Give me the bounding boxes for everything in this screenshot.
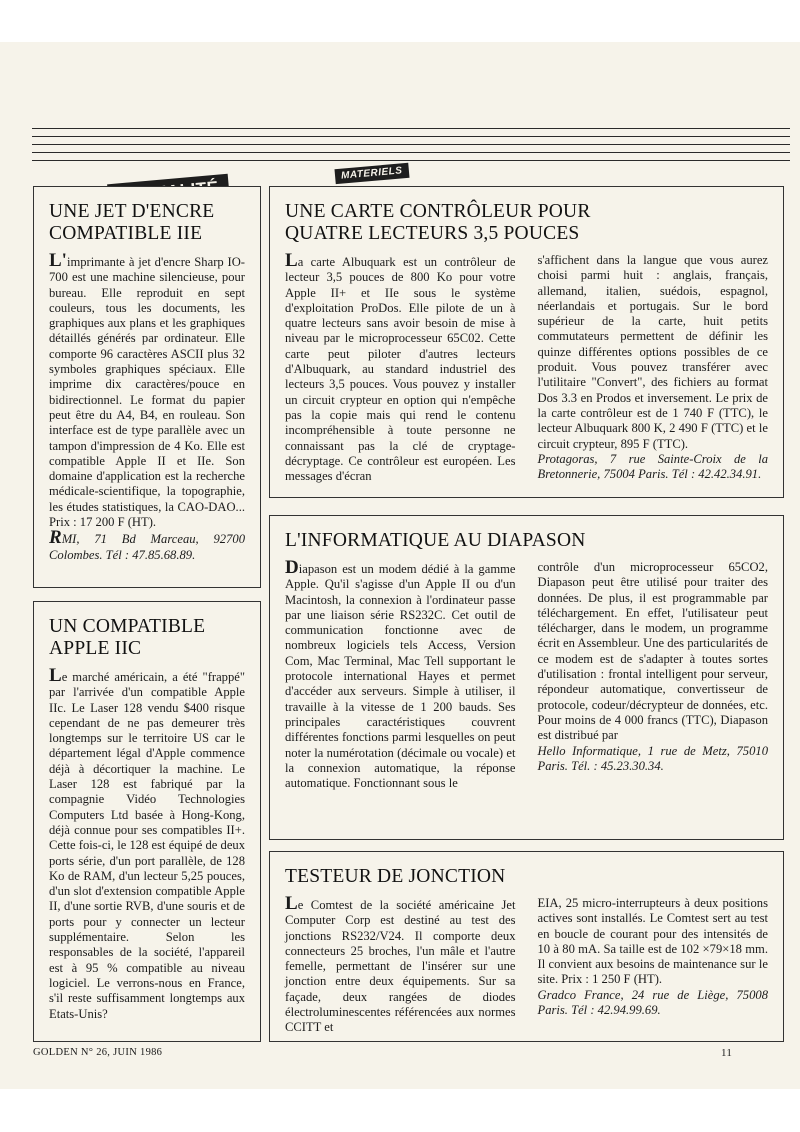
article-title: UNE JET D'ENCRE COMPATIBLE IIE	[49, 201, 215, 244]
article-jet-encre	[33, 186, 261, 588]
article-carte-controleur	[269, 186, 784, 498]
article-body-col1: Le Comtest de la société américaine Jet Computer Corp est destiné au test des jonctions RS232/V24. Il comporte deux connecteurs 25 broches, l'un mâle et l'autre femelle, permettant de l'insérer sur une jonction entre deux équipements. Sur sa façade, deux rangées de diodes électroluminescentes référencées aux normes CCITT et	[285, 893, 516, 1035]
article-body-col2: contrôle d'un microprocesseur 65CO2, Diapason peut être utilisé pour traiter des données. De plus, il est programmable par téléchargement. En effet, l'utilisateur peut télécharger, dans le modem, un programme écrit en Assembleur. Une des particularités de ce modem est de s'adapter à toutes sortes d'utilisation : frontal intelligent pour serveur, répondeur automatique, convertisseur de protocole, codeur/décrypteur de données, etc. Pour moins de 4 000 francs (TTC), Diapason est distribué par	[537, 560, 768, 743]
article-title: TESTEUR DE JONCTION	[285, 866, 506, 887]
header-rules	[32, 128, 790, 168]
article-contact: Protagoras, 7 rue Sainte-Croix de la Bretonnerie, 75004 Paris. Tél : 42.42.34.91.	[537, 451, 768, 482]
footer-issue: GOLDEN N° 26, JUIN 1986	[33, 1047, 163, 1058]
article-body-col2: EIA, 25 micro-interrupteurs à deux positions actives sont installés. Le Comtest sert au test en boucle de courant pour des intensités de 10 à 80 mA. Sa taille est de 102 ×79×18 mm. Il convient aux besoins de maintenance sur le site. Prix : 1 250 F (HT).	[537, 896, 768, 987]
article-contact: Hello Informatique, 1 rue de Metz, 75010 Paris. Tél. : 45.23.30.34.	[537, 743, 768, 773]
article-body: Le marché américain, a été "frappé" par l'arrivée d'un compatible Apple IIc. Le Laser 128 vendu $400 risque cependant de ne pas demeurer très longtemps sur le territoire US car le département légal d'Apple commence déjà à décortiquer la machine. Le Laser 128 est fabriqué par la compagnie Vidéo Technologies Computers Ltd basée à Hong-Kong, déjà connue pour ses compatibles II+. Cette fois-ci, le 128 est équipé de deux ports série, d'un port parallèle, de 128 Ko de RAM, d'un lecteur 5,25 pouces, d'un slot d'extension compatible Apple II, d'une sortie RVB, d'une souris et de ports pour y connecter un lecteur supplémentaire. Selon les responsables de la société, l'appareil est à 95 % compatible au niveau logiciel. Le verrons-nous en France, s'il reste suffisamment longtemps aux Etats-Unis?	[49, 665, 245, 1021]
article-body-col1: Diapason est un modem dédié à la gamme Apple. Qu'il s'agisse d'un Apple II ou d'un Macintosh, la connexion à l'ordinateur passe par une liaison série RS232C. Cet outil de communication fonctionne avec de nombreux logiciels tels Access, Version Com, Mac Terminal, Mac Tell supportant le protocole international Hayes et permet d'accéder aux serveurs. Simple à utiliser, il travaille à la vitesse de 1 200 bauds. Ses principales caractéristiques couvrent différentes fonctions parmi lesquelles on peut noter la numérotation (décimale ou vocale) et la connexion automatique, la réponse automatique. Fonctionnant sous le	[285, 557, 516, 791]
article-title: UN COMPATIBLE APPLE IIC	[49, 616, 206, 659]
article-compatible-iic	[33, 601, 261, 1042]
article-contact: Gradco France, 24 rue de Liège, 75008 Paris. Tél : 42.94.99.69.	[537, 987, 768, 1018]
article-contact: RMI, 71 Bd Marceau, 92700 Colombes. Tél : 47.85.68.89.	[49, 527, 245, 562]
article-title: UNE CARTE CONTRÔLEUR POUR QUATRE LECTEURS 3,5 POUCES	[285, 201, 591, 244]
article-body-col1: La carte Albuquark est un contrôleur de lecteur 3,5 pouces de 800 Ko pour votre Apple II+ et IIe sous le système d'exploitation ProDos. Elle pilote de un à quatre lecteurs sans avoir besoin de mise à niveau par le microprocesseur 65C02. Cette carte peut piloter d'autres lecteurs d'Albuquark, au standard industriel des lecteurs 3,5 pouces. Vous pouvez y installer un circuit crypteur en option qui n'empêche pas la copie mais qui rend le contenu incompréhensible à toute personne ne connaissant pas la clé de cryptage-décryptage. Ce contrôleur est européen. Les messages d'écran	[285, 250, 516, 484]
article-testeur-jonction	[269, 851, 784, 1042]
article-title: L'INFORMATIQUE AU DIAPASON	[285, 530, 586, 551]
page-number: 11	[721, 1047, 733, 1059]
subsection-tag: MATERIELS	[334, 163, 409, 184]
article-body-col2: s'affichent dans la langue que vous aurez choisi parmi huit : anglais, français, allemand, italien, suédois, espagnol, néerlandais et portugais. Sur le bord supérieur de la carte, huit petits commutateurs permettent de définir les quinze différentes options possibles de ce produit. Vous pouvez transférer avec l'utilitaire "Convert", des fichiers au format Dos 3.3 en Prodos et inversement. Le prix de la carte contrôleur est de 1 740 F (TTC), le lecteur Albuquark 800 K, 2 490 F (TTC) et le circuit crypteur, 895 F (TTC).	[537, 253, 768, 451]
article-diapason	[269, 515, 784, 840]
article-body: L'imprimante à jet d'encre Sharp IO-700 est une machine silencieuse, pour bureau. Elle reproduit en sept couleurs, tous les documents, les graphiques aux plans et les graphiques détaillés générés par ordinateur. Elle comporte 96 caractères ASCII plus 32 symboles graphiques spéciaux. Elle imprime dix caractères/pouce en bidirectionnel. Le format du papier peut être du A4, B4, en rouleau. Son interface est de type parallèle avec un tampon d'impression de 4 Ko. Elle est compatible Apple II et IIe. Son domaine d'application est la recherche médicale-scientifique, la topographie, les études statistiques, la CAO-DAO... Prix : 17 200 F (HT).	[49, 250, 245, 530]
